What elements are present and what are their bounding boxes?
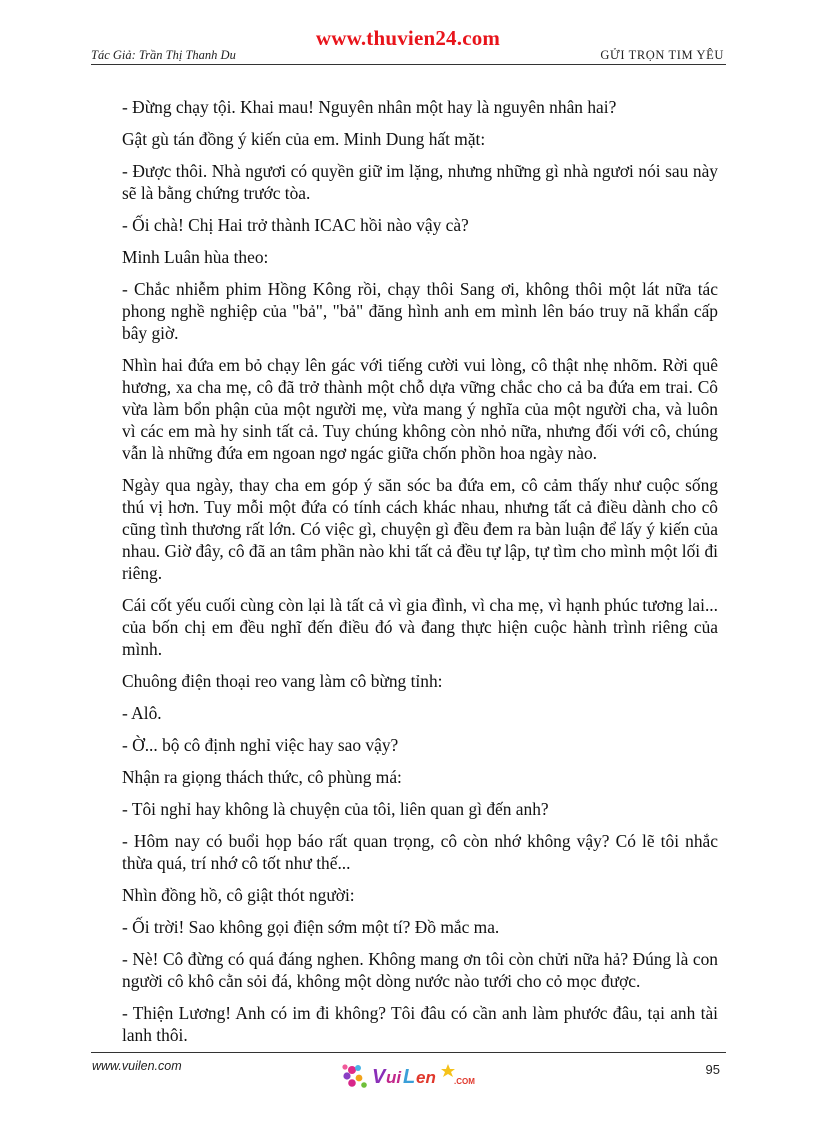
footer-divider xyxy=(91,1052,726,1053)
site-url[interactable]: www.thuvien24.com xyxy=(315,26,501,50)
flower-icon xyxy=(342,1064,366,1087)
paragraph: - Đừng chạy tội. Khai mau! Nguyên nhân một hay là nguyên nhân hai? xyxy=(122,97,617,117)
paragraph: Ngày qua ngày, thay cha em góp ý săn sóc ba đứa em, cô cảm thấy như cuộc sống thú vị hơn. Tuy mỗi một đứa có tính cách khác nhau, nhưng tất cả điều dành cho cô cũng tình thương rất lớn. Có việc gì, chuyện gì đều đem ra bàn luận để lấy ý kiến của nhau. Giờ đây, cô đã an tâm phần nào khi tất cả đều tự lập, tự tìm cho mình một lối đi riêng. xyxy=(122,475,718,583)
paragraph: - Được thôi. Nhà ngươi có quyền giữ im lặng, nhưng những gì nhà ngươi nói sau này sẽ là bằng chứng trước tòa. xyxy=(122,161,718,203)
paragraph: - Ối chà! Chị Hai trở thành ICAC hồi nào vậy cà? xyxy=(122,215,469,235)
paragraph: Nhận ra giọng thách thức, cô phùng má: xyxy=(122,767,402,787)
svg-text:ui: ui xyxy=(386,1068,402,1087)
header-divider xyxy=(91,64,726,65)
logo-suffix: .COM xyxy=(454,1077,475,1086)
paragraph: - Hôm nay có buổi họp báo rất quan trọng, cô còn nhớ không vậy? Có lẽ tôi nhắc thừa quá, trí nhớ cô tốt như thế... xyxy=(122,831,718,873)
paragraph: Gật gù tán đồng ý kiến của em. Minh Dung hất mặt: xyxy=(122,129,486,149)
paragraph: Cái cốt yếu cuối cùng còn lại là tất cả vì gia đình, vì cha mẹ, vì hạnh phúc tương lai... của bốn chị em đều nghĩ đến điều đó và đang thực hiện cuộc hành trình riêng của mình. xyxy=(122,595,718,659)
paragraph: - Ờ... bộ cô định nghỉ việc hay sao vậy? xyxy=(122,735,399,755)
svg-text:V: V xyxy=(372,1066,386,1088)
page-body xyxy=(122,96,718,1056)
paragraph: Nhìn đồng hồ, cô giật thót người: xyxy=(122,885,355,905)
paragraph: Chuông điện thoại reo vang làm cô bừng tỉnh: xyxy=(122,671,443,691)
vuilen-logo xyxy=(340,1058,500,1094)
paragraph: - Alô. xyxy=(122,703,162,723)
footer-url[interactable]: www.vuilen.com xyxy=(92,1059,182,1073)
paragraph: - Ối trời! Sao không gọi điện sớm một tí? Đồ mắc ma. xyxy=(122,917,500,937)
author-credit: Tác Giả: Trần Thị Thanh Du xyxy=(91,48,236,62)
svg-text:en: en xyxy=(416,1068,436,1087)
paragraph: Nhìn hai đứa em bỏ chạy lên gác với tiếng cười vui lòng, cô thật nhẹ nhõm. Rời quê hương, xa cha mẹ, cô đã trở thành một chỗ dựa vững chắc cho cả ba đứa em trai. Cô vừa làm bổn phận của một người mẹ, vừa mang ý nghĩa của một người cha, và luôn vì các em mà hy sinh tất cả. Tuy chúng không còn nhỏ nữa, nhưng đối với cô, chúng vẫn là những đứa em ngoan ngơ ngác giữa chốn phồn hoa ngày nào. xyxy=(122,355,718,463)
paragraph: - Nè! Cô đừng có quá đáng nghen. Không mang ơn tôi còn chửi nữa hả? Đúng là con người cô khô cằn sỏi đá, không một dòng nước nào tưới cho cỏ mọc được. xyxy=(122,949,718,991)
book-title: GỬI TRỌN TIM YÊU xyxy=(600,48,724,62)
page-number: 95 xyxy=(705,1062,720,1077)
paragraph: Minh Luân hùa theo: xyxy=(122,247,269,267)
paragraph: - Tôi nghỉ hay không là chuyện của tôi, liên quan gì đến anh? xyxy=(122,799,549,819)
paragraph: - Thiện Lương! Anh có im đi không? Tôi đâu có cần anh làm phước đâu, tại anh tài lanh thôi. xyxy=(122,1003,718,1045)
star-icon xyxy=(441,1064,455,1077)
paragraph: - Chắc nhiễm phim Hồng Kông rồi, chạy thôi Sang ơi, không thôi một lát nữa tác phong nghề nghiệp của "bả", "bả" đăng hình anh em mình lên báo truy nã khẩn cấp bây giờ. xyxy=(122,279,718,343)
svg-text:L: L xyxy=(403,1066,416,1088)
